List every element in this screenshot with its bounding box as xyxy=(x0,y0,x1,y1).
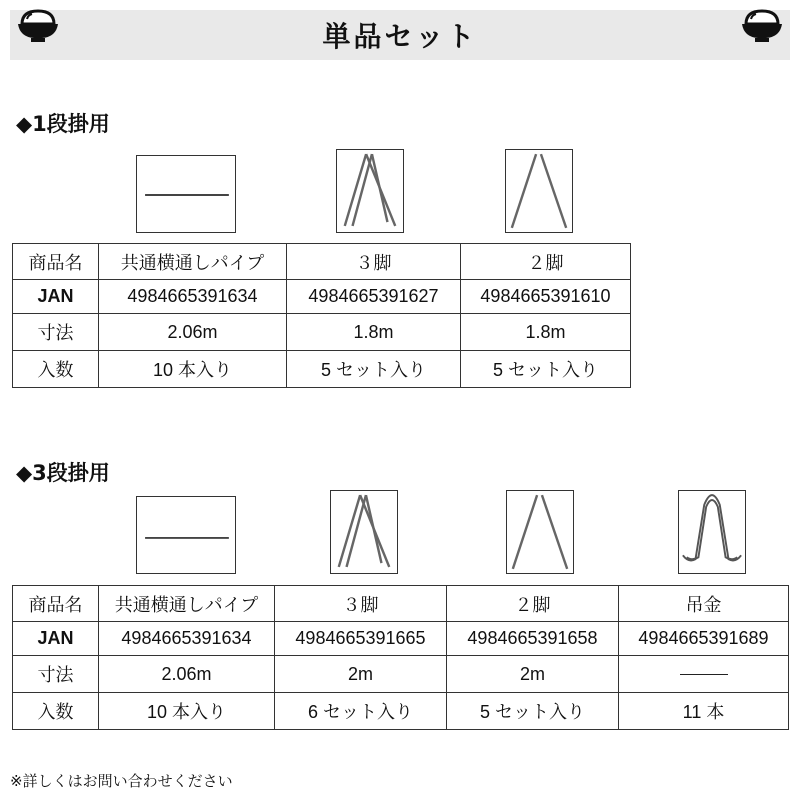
jan-cell: 4984665391634 xyxy=(99,280,287,314)
footnote: ※詳しくはお問い合わせください xyxy=(10,772,233,790)
table-row xyxy=(13,622,789,656)
jan-cell: 4984665391665 xyxy=(275,622,447,656)
dash-line xyxy=(680,674,728,675)
header-hook: 吊金 xyxy=(619,586,789,622)
jan-cell: 4984665391658 xyxy=(447,622,619,656)
header-3-leg: ３脚 xyxy=(275,586,447,622)
size-cell: 1.8m xyxy=(287,314,461,351)
quantity-cell: 11 本 xyxy=(619,693,789,730)
tripod-2-leg-icon xyxy=(506,490,574,574)
spec-table-3 xyxy=(12,585,789,730)
size-cell-empty xyxy=(619,656,789,693)
hook-icon xyxy=(678,490,746,574)
quantity-cell: 5 セット入り xyxy=(287,351,461,388)
rice-bowl-icon xyxy=(740,7,784,43)
jan-cell: 4984665391627 xyxy=(287,280,461,314)
table-row xyxy=(13,351,631,388)
quantity-cell: 6 セット入り xyxy=(275,693,447,730)
title-banner xyxy=(10,10,790,60)
header-2-leg: ２脚 xyxy=(447,586,619,622)
page-title: 単品セット xyxy=(322,20,478,53)
header-2-leg: ２脚 xyxy=(461,244,631,280)
quantity-cell: 10 本入り xyxy=(99,693,275,730)
table-header-row xyxy=(13,244,631,280)
header-product-name: 商品名 xyxy=(13,244,99,280)
row-label-jan: JAN xyxy=(13,622,99,656)
spec-table-1 xyxy=(12,243,631,388)
row-label-size: 寸法 xyxy=(13,656,99,693)
header-product-name: 商品名 xyxy=(13,586,99,622)
row-label-size: 寸法 xyxy=(13,314,99,351)
size-cell: 2m xyxy=(275,656,447,693)
table-row xyxy=(13,280,631,314)
row-label-quantity: 入数 xyxy=(13,351,99,388)
table-header-row xyxy=(13,586,789,622)
row-label-quantity: 入数 xyxy=(13,693,99,730)
header-pipe: 共通横通しパイプ xyxy=(99,586,275,622)
size-cell: 2m xyxy=(447,656,619,693)
jan-cell: 4984665391610 xyxy=(461,280,631,314)
section-title-3: ◆3段掛用 xyxy=(16,461,110,485)
jan-cell: 4984665391689 xyxy=(619,622,789,656)
size-cell: 2.06m xyxy=(99,314,287,351)
header-pipe: 共通横通しパイプ xyxy=(99,244,287,280)
section-title-1: ◆1段掛用 xyxy=(16,112,110,136)
quantity-cell: 5 セット入り xyxy=(447,693,619,730)
size-cell: 1.8m xyxy=(461,314,631,351)
rice-bowl-icon xyxy=(16,7,60,43)
pipe-icon xyxy=(136,496,236,574)
quantity-cell: 5 セット入り xyxy=(461,351,631,388)
table-row xyxy=(13,693,789,730)
pipe-icon xyxy=(136,155,236,233)
tripod-3-leg-icon xyxy=(330,490,398,574)
table-row xyxy=(13,656,789,693)
header-3-leg: ３脚 xyxy=(287,244,461,280)
jan-cell: 4984665391634 xyxy=(99,622,275,656)
quantity-cell: 10 本入り xyxy=(99,351,287,388)
size-cell: 2.06m xyxy=(99,656,275,693)
tripod-3-leg-icon xyxy=(336,149,404,233)
tripod-2-leg-icon xyxy=(505,149,573,233)
table-row xyxy=(13,314,631,351)
row-label-jan: JAN xyxy=(13,280,99,314)
